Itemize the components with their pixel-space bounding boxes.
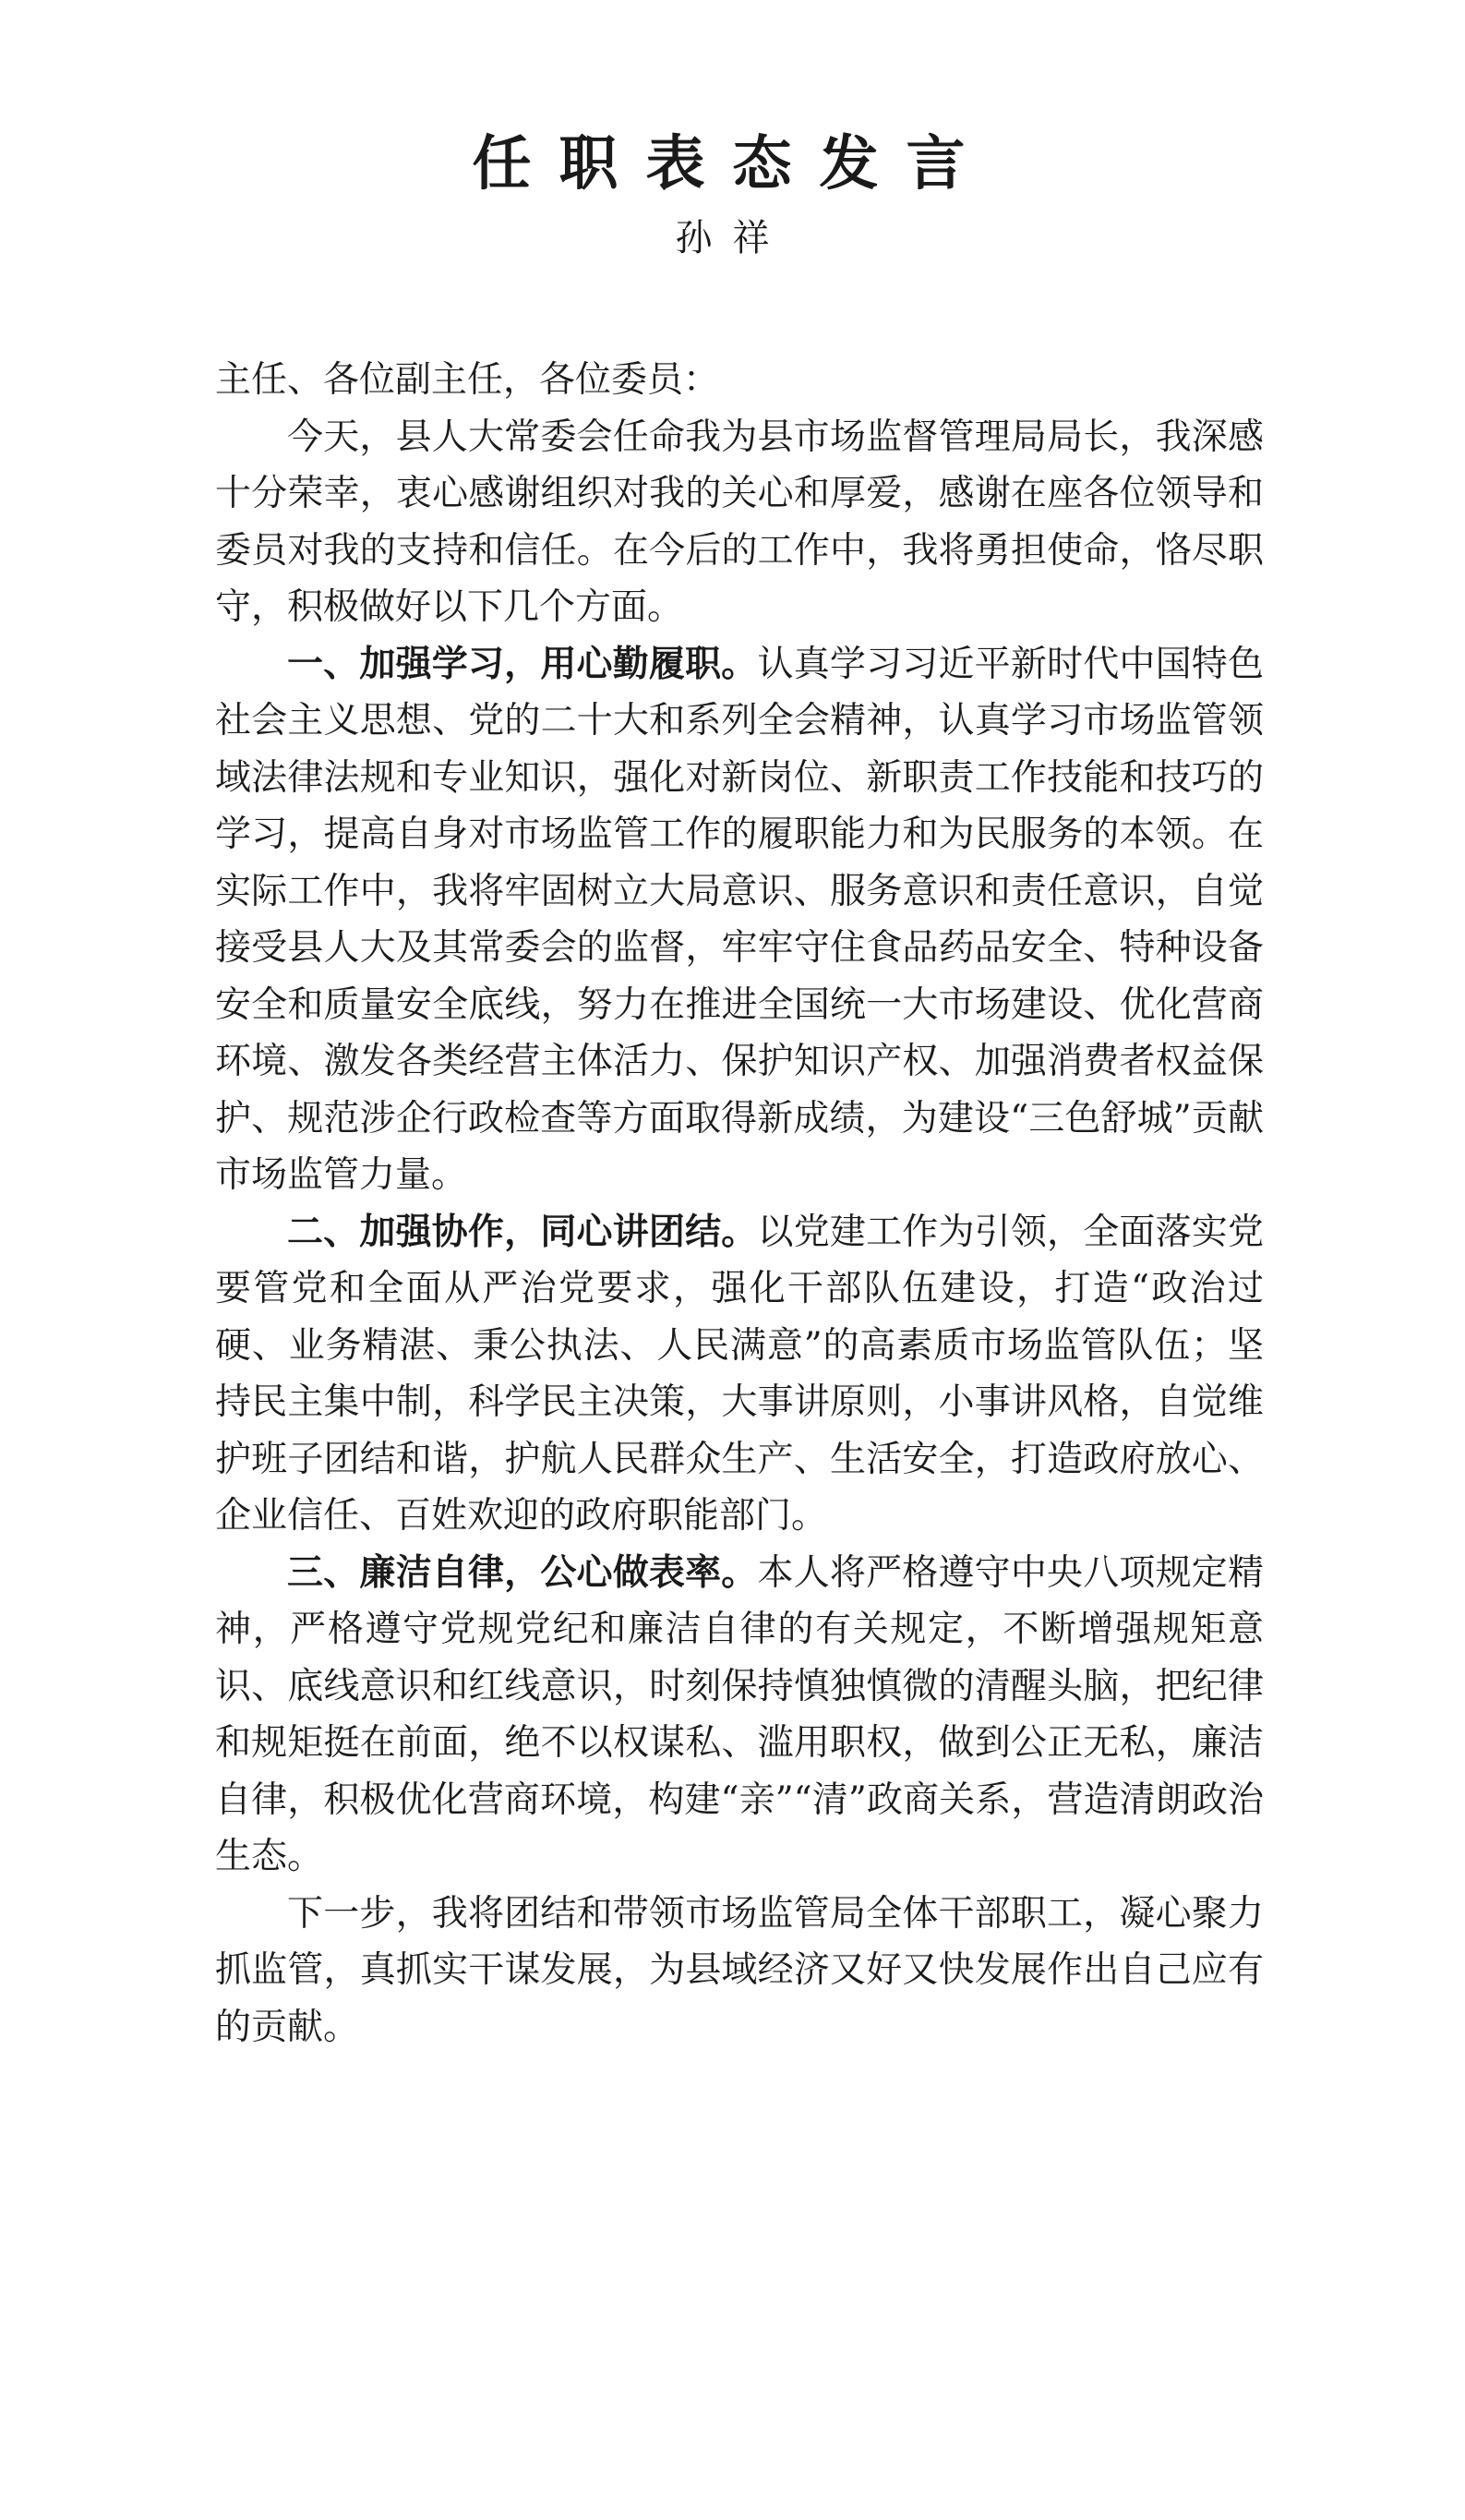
author-name: 孙祥 — [675, 217, 790, 259]
section-text-3: 本人将严格遵守中央八项规定精神，严格遵守党规党纪和廉洁自律的有关规定，不断增强规矩意识、底线意识和红线意识，时刻保持慎独慎微的清醒头脑，把纪律和规矩挺在前面，绝不以权谋私、滥用职权，做到公正无私，廉洁自律，积极优化营商环境，构建“亲”“清”政商关系，营造清朗政治生态。 — [215, 1551, 1264, 1877]
document-title: 任职表态发言 — [472, 129, 993, 199]
section-paragraph-1 — [215, 636, 1264, 1204]
section-heading-2: 二、加强协作，同心讲团结。 — [287, 1211, 758, 1253]
section-text-2: 以党建工作为引领，全面落实党要管党和全面从严治党要求，强化干部队伍建设，打造“政治过硬、业务精湛、秉公执法、人民满意”的高素质市场监管队伍；坚持民主集中制，科学民主决策，大事讲原则，小事讲风格，自觉维护班子团结和谐，护航人民群众生产、生活安全，打造政府放心、企业信任、百姓欢迎的政府职能部门。 — [215, 1211, 1264, 1537]
closing-paragraph: 下一步，我将团结和带领市场监管局全体干部职工，凝心聚力抓监管，真抓实干谋发展，为县域经济又好又快发展作出自己应有的贡献。 — [215, 1892, 1264, 2048]
salutation: 主任、各位副主任，各位委员： — [215, 359, 720, 401]
intro-paragraph: 今天，县人大常委会任命我为县市场监督管理局局长，我深感十分荣幸，衷心感谢组织对我的关心和厚爱，感谢在座各位领导和委员对我的支持和信任。在今后的工作中，我将勇担使命，恪尽职守，积极做好以下几个方面。 — [215, 416, 1264, 628]
section-paragraph-3 — [215, 1545, 1264, 1886]
speech-body — [215, 352, 1264, 2056]
section-text-1: 认真学习习近平新时代中国特色社会主义思想、党的二十大和系列全会精神，认真学习市场监管领域法律法规和专业知识，强化对新岗位、新职责工作技能和技巧的学习，提高自身对市场监管工作的履职能力和为民服务的本领。在实际工作中，我将牢固树立大局意识、服务意识和责任意识，自觉接受县人大及其常委会的监督，牢牢守住食品药品安全、特种设备安全和质量安全底线，努力在推进全国统一大市场建设、优化营商环境、激发各类经营主体活力、保护知识产权、加强消费者权益保护、规范涉企行政检查等方面取得新成绩，为建设“三色舒城”贡献市场监管力量。 — [215, 643, 1264, 1196]
section-heading-1: 一、加强学习，用心勤履职。 — [287, 643, 758, 685]
section-heading-3: 三、廉洁自律，公心做表率。 — [287, 1551, 758, 1594]
section-paragraph-2 — [215, 1204, 1264, 1545]
